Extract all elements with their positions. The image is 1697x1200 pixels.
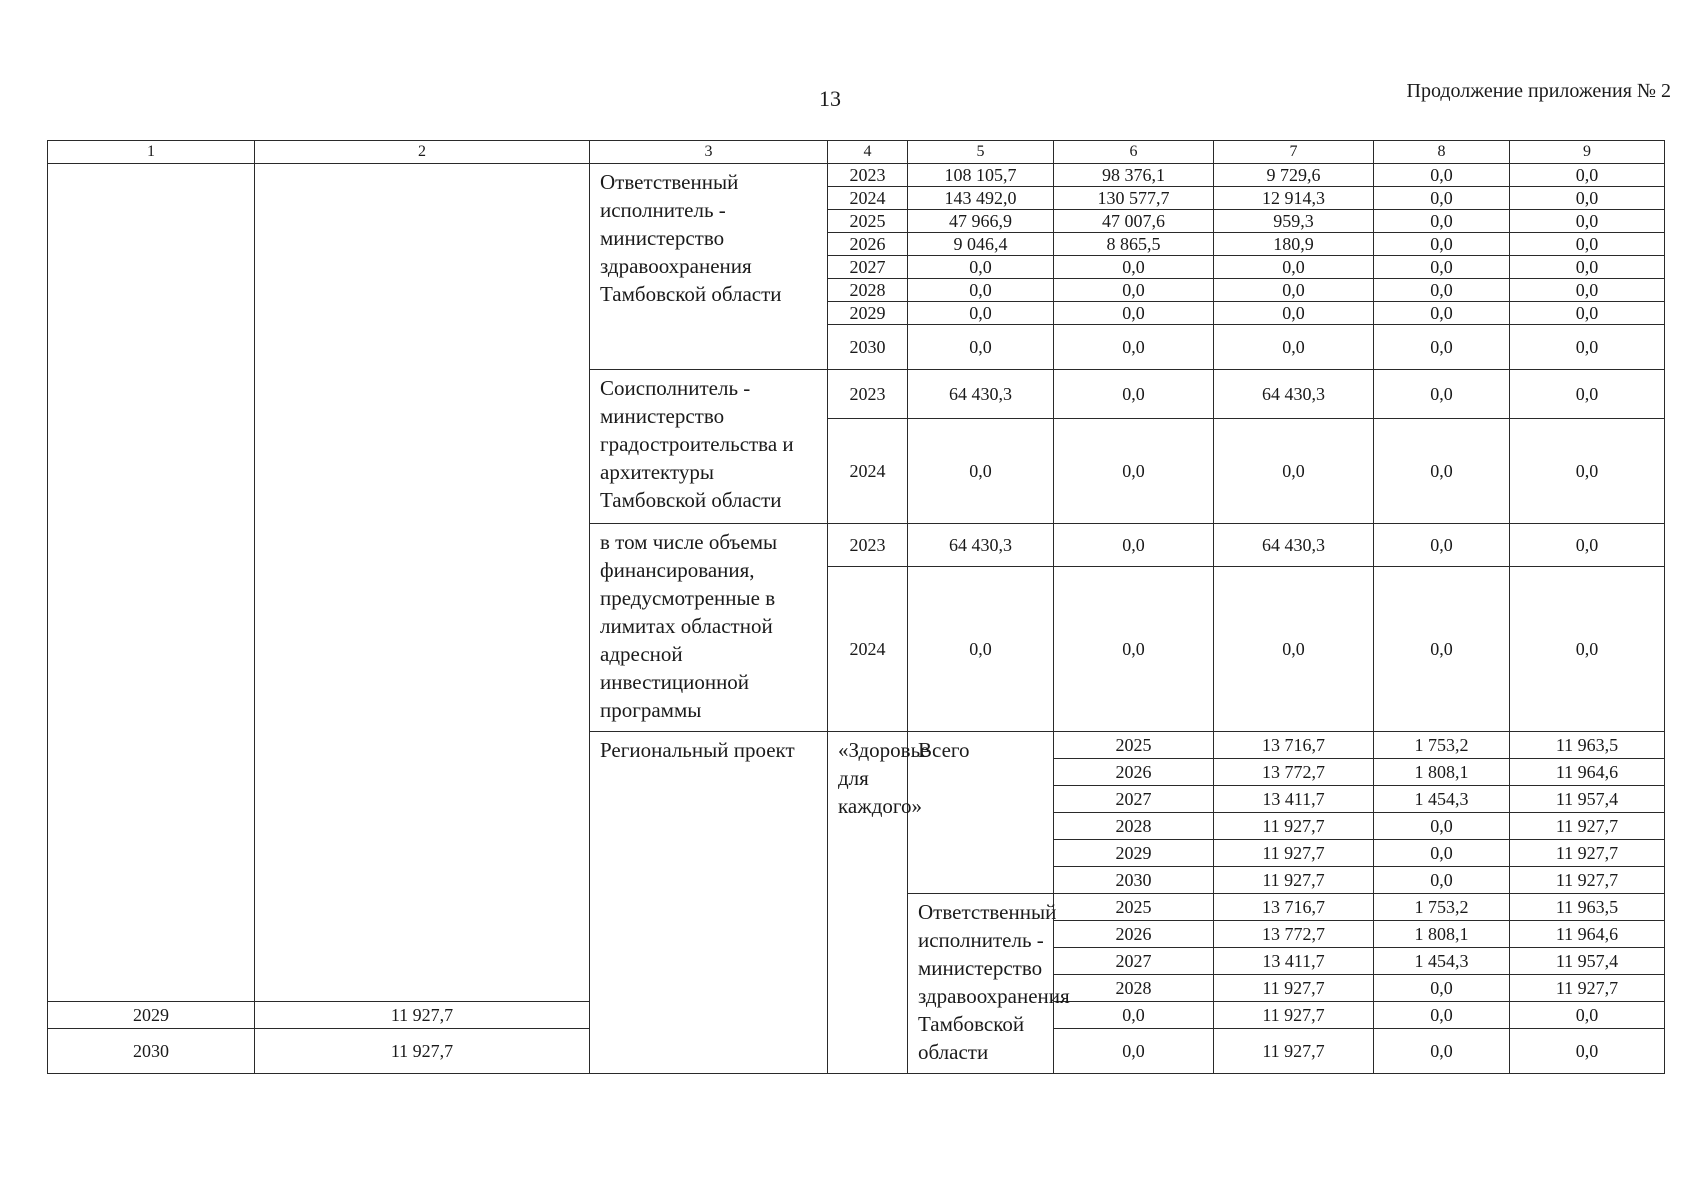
table-row xyxy=(48,164,1665,187)
year-cell: 2023 xyxy=(828,164,908,187)
column-header: 3 xyxy=(590,141,828,164)
amount-cell: 0,0 xyxy=(1510,302,1665,325)
executor-cell: Соисполнитель - министерство градостроительства и архитектуры Тамбовской области xyxy=(590,370,828,524)
amount-cell: 47 007,6 xyxy=(1054,210,1214,233)
amount-cell: 0,0 xyxy=(1054,256,1214,279)
amount-cell: 9 729,6 xyxy=(1214,164,1374,187)
amount-cell: 11 927,7 xyxy=(1214,867,1374,894)
column-header: 9 xyxy=(1510,141,1665,164)
year-cell: 2029 xyxy=(48,1002,255,1029)
amount-cell: 0,0 xyxy=(1214,279,1374,302)
year-cell: 2028 xyxy=(1054,813,1214,840)
column-header: 8 xyxy=(1374,141,1510,164)
amount-cell: 0,0 xyxy=(1374,567,1510,732)
amount-cell: 0,0 xyxy=(1510,325,1665,370)
column-header: 6 xyxy=(1054,141,1214,164)
year-cell: 2030 xyxy=(1054,867,1214,894)
amount-cell: 11 927,7 xyxy=(255,1002,590,1029)
amount-cell: 0,0 xyxy=(908,567,1054,732)
amount-cell: 0,0 xyxy=(1374,975,1510,1002)
amount-cell: 180,9 xyxy=(1214,233,1374,256)
column-header: 7 xyxy=(1214,141,1374,164)
amount-cell: 11 927,7 xyxy=(1510,867,1665,894)
amount-cell: 0,0 xyxy=(1054,370,1214,419)
year-cell: 2026 xyxy=(828,233,908,256)
amount-cell: 64 430,3 xyxy=(1214,524,1374,567)
year-cell: 2028 xyxy=(828,279,908,302)
amount-cell: 0,0 xyxy=(1374,419,1510,524)
amount-cell: 0,0 xyxy=(1054,302,1214,325)
amount-cell: 1 808,1 xyxy=(1374,921,1510,948)
amount-cell: 130 577,7 xyxy=(1054,187,1214,210)
amount-cell: 0,0 xyxy=(1214,302,1374,325)
amount-cell: 1 753,2 xyxy=(1374,894,1510,921)
amount-cell: 98 376,1 xyxy=(1054,164,1214,187)
amount-cell: 0,0 xyxy=(1374,164,1510,187)
amount-cell: 13 411,7 xyxy=(1214,948,1374,975)
amount-cell: 0,0 xyxy=(1510,279,1665,302)
amount-cell: 1 454,3 xyxy=(1374,786,1510,813)
table-body xyxy=(48,164,1665,1074)
column-header: 1 xyxy=(48,141,255,164)
section-name-cell: «Здоровье для каждого» xyxy=(828,732,908,1074)
amount-cell: 11 927,7 xyxy=(1510,840,1665,867)
year-cell: 2027 xyxy=(1054,786,1214,813)
amount-cell: 0,0 xyxy=(1214,325,1374,370)
amount-cell: 0,0 xyxy=(1374,840,1510,867)
amount-cell: 47 966,9 xyxy=(908,210,1054,233)
amount-cell: 0,0 xyxy=(908,256,1054,279)
amount-cell: 0,0 xyxy=(1510,419,1665,524)
amount-cell: 0,0 xyxy=(1374,325,1510,370)
amount-cell: 0,0 xyxy=(1510,524,1665,567)
amount-cell: 12 914,3 xyxy=(1214,187,1374,210)
amount-cell: 11 927,7 xyxy=(1510,813,1665,840)
column-header: 2 xyxy=(255,141,590,164)
amount-cell: 0,0 xyxy=(1214,567,1374,732)
amount-cell: 11 927,7 xyxy=(1214,813,1374,840)
amount-cell: 0,0 xyxy=(1374,524,1510,567)
year-cell: 2026 xyxy=(1054,921,1214,948)
amount-cell: 11 927,7 xyxy=(1510,975,1665,1002)
year-cell: 2024 xyxy=(828,187,908,210)
amount-cell: 11 964,6 xyxy=(1510,921,1665,948)
executor-cell: в том числе объемы финансирования, предусмотренные в лимитах областной адресной инвестиционной программы xyxy=(590,524,828,732)
financing-table xyxy=(47,140,1665,1074)
amount-cell: 11 927,7 xyxy=(1214,1002,1374,1029)
year-cell: 2030 xyxy=(48,1029,255,1074)
amount-cell: 0,0 xyxy=(1374,1002,1510,1029)
amount-cell: 0,0 xyxy=(1510,187,1665,210)
year-cell: 2029 xyxy=(828,302,908,325)
amount-cell: 11 927,7 xyxy=(255,1029,590,1074)
amount-cell: 0,0 xyxy=(1374,302,1510,325)
year-cell: 2024 xyxy=(828,419,908,524)
section-name-cell xyxy=(255,164,590,1002)
year-cell: 2028 xyxy=(1054,975,1214,1002)
amount-cell: 0,0 xyxy=(1054,279,1214,302)
amount-cell: 0,0 xyxy=(1214,256,1374,279)
amount-cell: 11 927,7 xyxy=(1214,840,1374,867)
year-cell: 2023 xyxy=(828,524,908,567)
year-cell: 2027 xyxy=(828,256,908,279)
amount-cell: 1 454,3 xyxy=(1374,948,1510,975)
year-cell: 2025 xyxy=(1054,732,1214,759)
amount-cell: 64 430,3 xyxy=(908,370,1054,419)
amount-cell: 0,0 xyxy=(1054,524,1214,567)
year-cell: 2027 xyxy=(1054,948,1214,975)
year-cell: 2025 xyxy=(828,210,908,233)
amount-cell: 11 964,6 xyxy=(1510,759,1665,786)
amount-cell: 13 772,7 xyxy=(1214,759,1374,786)
page-number: 13 xyxy=(819,86,841,111)
year-cell: 2029 xyxy=(1054,840,1214,867)
amount-cell: 13 716,7 xyxy=(1214,894,1374,921)
amount-cell: 0,0 xyxy=(1374,279,1510,302)
column-number-row xyxy=(48,141,1665,164)
amount-cell: 0,0 xyxy=(1510,370,1665,419)
section-type-cell xyxy=(48,164,255,1002)
amount-cell: 0,0 xyxy=(1374,1029,1510,1074)
amount-cell: 0,0 xyxy=(1510,1029,1665,1074)
amount-cell: 0,0 xyxy=(1374,233,1510,256)
amount-cell: 64 430,3 xyxy=(1214,370,1374,419)
column-header: 4 xyxy=(828,141,908,164)
amount-cell: 1 808,1 xyxy=(1374,759,1510,786)
amount-cell: 1 753,2 xyxy=(1374,732,1510,759)
year-cell: 2023 xyxy=(828,370,908,419)
amount-cell: 0,0 xyxy=(1374,256,1510,279)
amount-cell: 0,0 xyxy=(1054,1029,1214,1074)
amount-cell: 0,0 xyxy=(1054,567,1214,732)
amount-cell: 0,0 xyxy=(1510,567,1665,732)
amount-cell: 0,0 xyxy=(908,325,1054,370)
amount-cell: 0,0 xyxy=(1054,419,1214,524)
appendix-continuation-header: Продолжение приложения № 2 xyxy=(1406,80,1671,102)
amount-cell: 64 430,3 xyxy=(908,524,1054,567)
amount-cell: 13 411,7 xyxy=(1214,786,1374,813)
section-type-cell: Региональный проект xyxy=(590,732,828,1074)
amount-cell: 0,0 xyxy=(1510,256,1665,279)
amount-cell: 11 957,4 xyxy=(1510,948,1665,975)
amount-cell: 0,0 xyxy=(1510,1002,1665,1029)
amount-cell: 0,0 xyxy=(1374,370,1510,419)
amount-cell: 11 927,7 xyxy=(1214,975,1374,1002)
executor-cell: Всего xyxy=(908,732,1054,894)
year-cell: 2025 xyxy=(1054,894,1214,921)
amount-cell: 0,0 xyxy=(908,419,1054,524)
amount-cell: 0,0 xyxy=(1054,325,1214,370)
executor-cell: Ответственный исполнитель - министерство здравоохранения Тамбовской области xyxy=(908,894,1054,1074)
amount-cell: 143 492,0 xyxy=(908,187,1054,210)
amount-cell: 0,0 xyxy=(1510,210,1665,233)
amount-cell: 0,0 xyxy=(1374,187,1510,210)
amount-cell: 0,0 xyxy=(1374,813,1510,840)
amount-cell: 13 716,7 xyxy=(1214,732,1374,759)
amount-cell: 11 927,7 xyxy=(1214,1029,1374,1074)
amount-cell: 0,0 xyxy=(1510,164,1665,187)
amount-cell: 13 772,7 xyxy=(1214,921,1374,948)
amount-cell: 0,0 xyxy=(1214,419,1374,524)
amount-cell: 0,0 xyxy=(908,302,1054,325)
year-cell: 2030 xyxy=(828,325,908,370)
executor-cell: Ответственный исполнитель - министерство здравоохранения Тамбовской области xyxy=(590,164,828,370)
amount-cell: 11 957,4 xyxy=(1510,786,1665,813)
amount-cell: 0,0 xyxy=(1510,233,1665,256)
amount-cell: 0,0 xyxy=(908,279,1054,302)
column-header: 5 xyxy=(908,141,1054,164)
year-cell: 2026 xyxy=(1054,759,1214,786)
amount-cell: 108 105,7 xyxy=(908,164,1054,187)
amount-cell: 8 865,5 xyxy=(1054,233,1214,256)
year-cell: 2024 xyxy=(828,567,908,732)
amount-cell: 0,0 xyxy=(1054,1002,1214,1029)
amount-cell: 959,3 xyxy=(1214,210,1374,233)
amount-cell: 9 046,4 xyxy=(908,233,1054,256)
amount-cell: 0,0 xyxy=(1374,210,1510,233)
amount-cell: 11 963,5 xyxy=(1510,894,1665,921)
amount-cell: 11 963,5 xyxy=(1510,732,1665,759)
amount-cell: 0,0 xyxy=(1374,867,1510,894)
